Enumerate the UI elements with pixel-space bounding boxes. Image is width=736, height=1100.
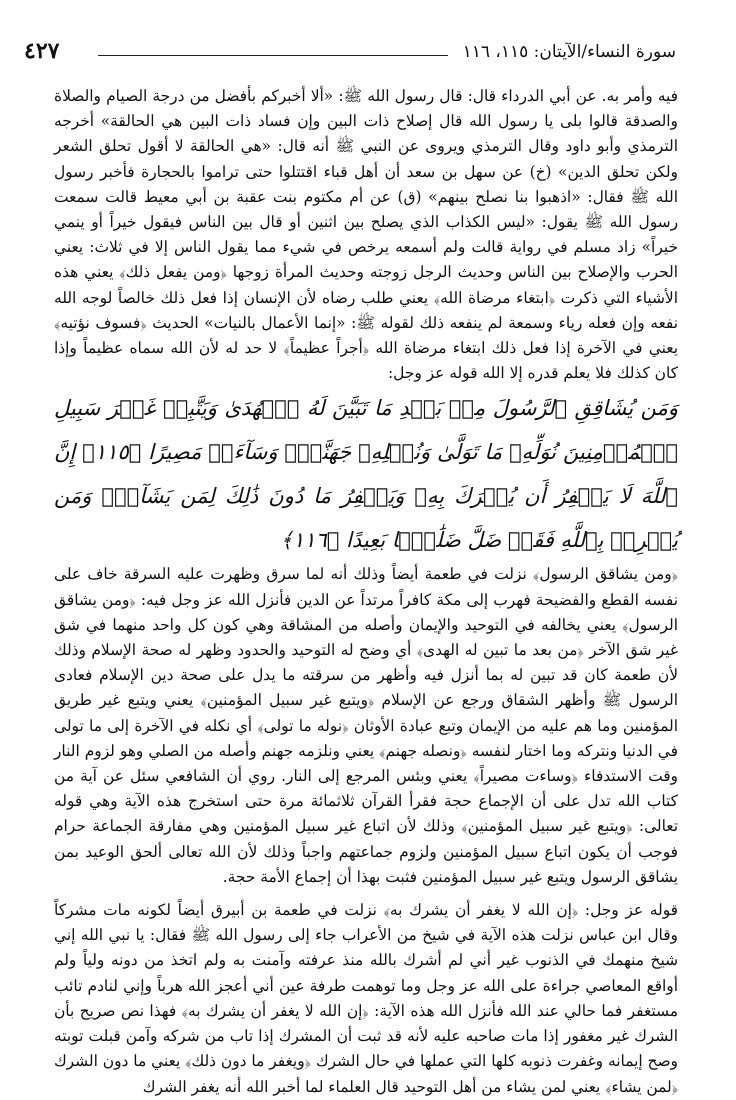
page-number: ٤٢٧ (24, 38, 60, 64)
paragraph-3: قوله عز وجل: ﴿إن الله لا يغفر أن يشرك به﴾ نزلت في طعمة بن أبيرق أيضاً لكونه مات مشركاً وقال ابن عباس نزلت هذه الآية في شيخ من الأعراب جاء إلى رسول الله ﷺ فقال: يا نبي الله إني شيخ منهمك في الذنوب غير أني لم أشرك بالله منذ عرفته وآمنت به ولم اتخذ من دونه ولياً ولم أواقع المعاصي جراءة على الله عز وجل وما توهمت طرفة عين أني أعجز الله هرباً وإني لنادم تائب مستغفر فما حالي عند الله فأنزل الله هذه الآية: ﴿إن الله لا يغفر أن يشرك به﴾ فهذا نص صريح بأن الشرك غير مغفور إذا مات صاحبه عليه لأنه قد ثبت أن المشرك إذا تاب من شركه وآمن قبلت توبته وصح إيمانه وغفرت ذنوبه كلها التي عملها في حال الشرك ﴿ويغفر ما دون ذلك﴾ يعني ما دون الشرك ﴿لمن يشاء﴾ يعني لمن يشاء من أهل التوحيد قال العلماء لما أخبر الله أنه يغفر الشرك (54, 901, 678, 1096)
running-title: سورة النساء/الآيتان: ١١٥، ١١٦ (462, 42, 676, 62)
paragraph-1: فيه وأمر به. عن أبي الدرداء قال: قال رسول الله ﷺ: «ألا أخبركم بأفضل من درجة الصيام والصلاة والصدقة قالوا بلى يا رسول الله قال إصلاح ذات البين وإن فساد ذات البين هي الحالقة» أخرجه الترمذي وأبو داود وقال الترمذي ويروى عن النبي ﷺ أنه قال: «هي الحالقة لا أقول تحلق الشعر ولكن تحلق الدين» (خ) عن سهل بن سعد أن أهل قباء اقتتلوا حتى تراموا بالحجارة فأخبر رسول الله ﷺ فقال: «اذهبوا بنا نصلح بينهم» (ق) عن أم مكتوم بنت عقبة بن أبي معيط قالت سمعت رسول الله ﷺ يقول: «ليس الكذاب الذي يصلح بين اثنين أو قال بين الناس فيقول خيراً أو ينمي خيراً» زاد مسلم في رواية قالت ولم أسمعه يرخص في شيء مما يقول الناس إلا في ثلاث: يعني الحرب والإصلاح بين الناس وحديث الرجل زوجته وحديث المرأة زوجها ﴿ومن يفعل ذلك﴾ يعني هذه الأشياء التي ذكرت ﴿ابتغاء مرضاة الله﴾ يعني طلب رضاه لأن الإنسان إذا فعل ذلك خالصاً لوجه الله نفعه وإن فعله رياء وسمعة لم ينفعه ذلك لقوله ﷺ: «إنما الأعمال بالنيات» الحديث ﴿فسوف نؤتيه﴾ يعني في الآخرة إذا فعل ذلك ابتغاء مرضاة الله ﴿أجراً عظيماً﴾ لا حد له لأن الله سماه عظيماً وإذا كان كذلك فلا يعلم قدره إلا الله قوله عز وجل: (54, 87, 678, 383)
header-rule (98, 55, 448, 56)
paragraph-2: ﴿ومن يشاقق الرسول﴾ نزلت في طعمة أيضاً وذلك أنه لما سرق وظهرت عليه السرقة خاف على نفسه القطع والفضيحة فهرب إلى مكة كافراً مرتداً عن الدين فأنزل الله عز وجل فيه: ﴿ومن يشاقق الرسول﴾ يعني يخالفه في التوحيد والإيمان وأصله من المشاقة وهي كون كل واحد منهما في شق غير شق الآخر ﴿من بعد ما تبين له الهدى﴾ أي وضح له التوحيد والحدود وظهر له صحة الإسلام وذلك لأن طعمة كان قد تبين له بما أنزل فيه وأظهر من سرقته ما يدل على صحة دين الإسلام فعادى الرسول ﷺ وأظهر الشقاق ورجع عن الإسلام ﴿ويتبع غير سبيل المؤمنين﴾ يعني ويتبع غير طريق المؤمنين وما هم عليه من الإيمان وتبع عبادة الأوثان ﴿نوله ما تولى﴾ أي نكله في الآخرة إلى ما تولى في الدنيا ونتركه وما اختار لنفسه ﴿ونصله جهنم﴾ يعني ونلزمه جهنم وأصله من الصلي وهو لزوم النار وقت الاستدفاء ﴿وساءت مصيراً﴾ يعني وبئس المرجع إلى النار. روي أن الشافعي سئل عن آية من كتاب الله تدل على أن الإجماع حجة فقرأ القرآن ثلاثمائة مرة حتى استخرج هذه الآية وهي قوله تعالى: ﴿ويتبع غير سبيل المؤمنين﴾ وذلك لأن اتباع غير سبيل المؤمنين وهي مفارقة الجماعة حرام فوجب أن يكون اتباع سبيل المؤمنين ولزوم جماعتهم واجباً وذلك لأن الله تعالى ألحق الوعيد بمن يشاقق الرسول ويتبع غير سبيل المؤمنين فثبت بهذا أن إجماع الأمة حجة. (54, 565, 678, 886)
paragraph-gap (54, 890, 678, 898)
page-body (54, 84, 678, 1100)
page-header (24, 38, 676, 68)
quran-verse: وَمَن يُشَاقِقِ ٱلرَّسُولَ مِنۢ بَعۡدِ مَا تَبَيَّنَ لَهُ ٱلۡهُدَىٰ وَيَتَّبِعۡ غَيۡرَ سَبِيلِ ٱلۡمُؤۡمِنِينَ نُوَلِّهِۦ مَا تَوَلَّىٰ وَنُصۡلِهِۦ جَهَنَّمَۖ وَسَآءَتۡ مَصِيرًا ﴿١١٥﴾ إِنَّ ٱللَّهَ لَا يَغۡفِرُ أَن يُشۡرَكَ بِهِۦ وَيَغۡفِرُ مَا دُونَ ذَٰلِكَ لِمَن يَشَآءُۚ وَمَن يُشۡرِكۡ بِٱللَّهِ فَقَدۡ ضَلَّ ضَلَٰلَۢا بَعِيدًا ﴿١١٦﴾ (54, 396, 678, 553)
